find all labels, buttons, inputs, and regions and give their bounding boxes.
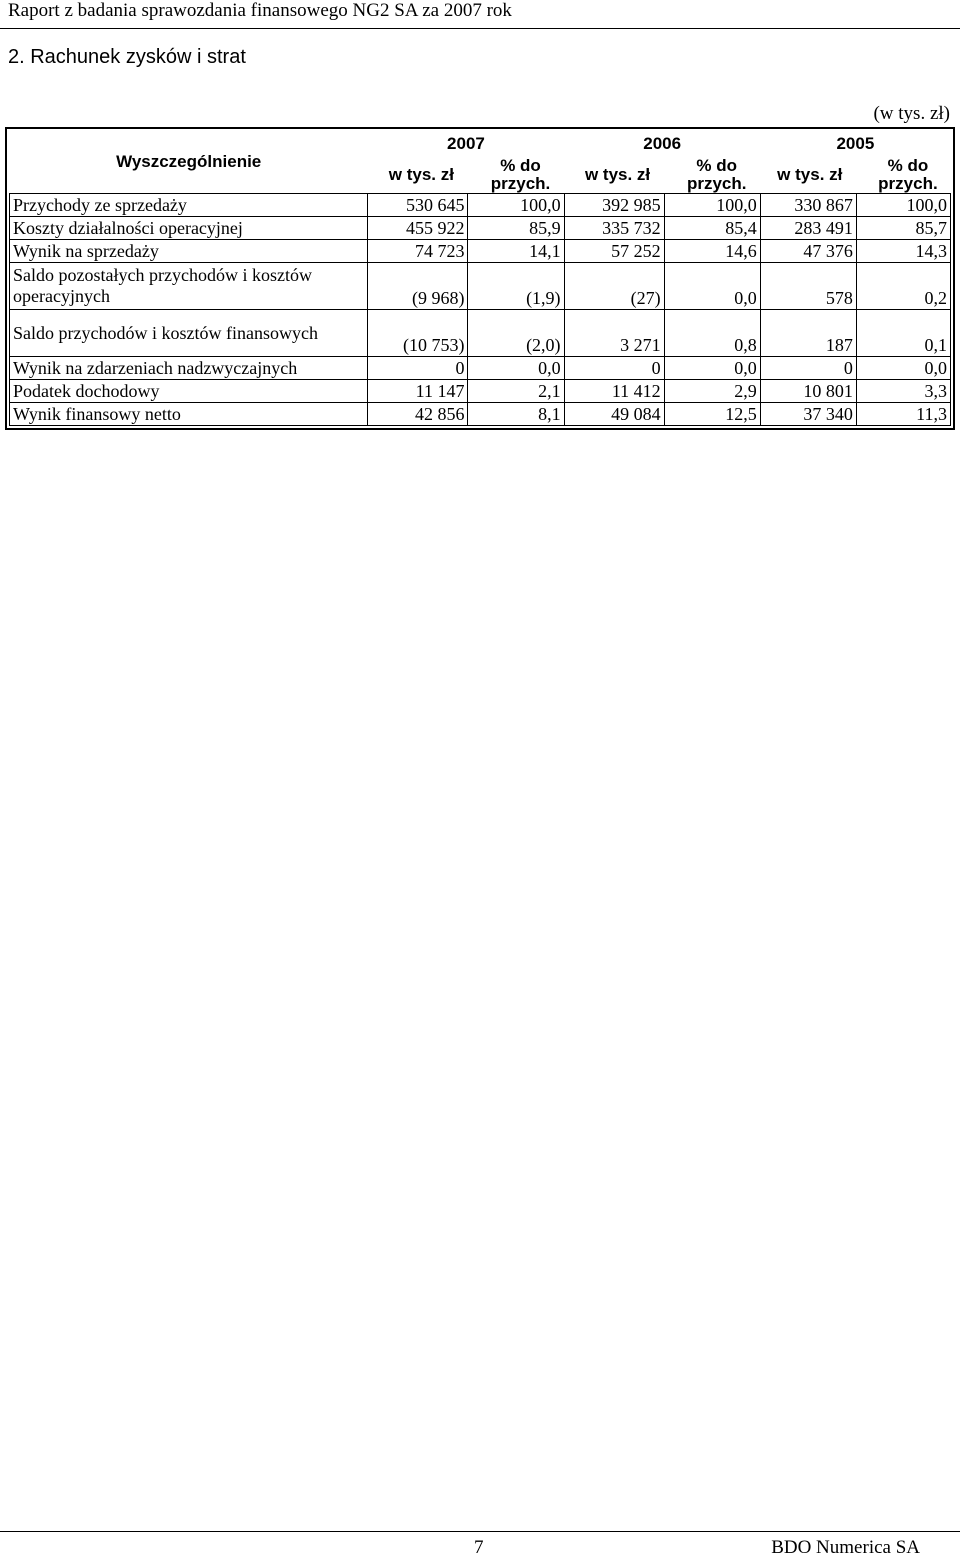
row-label: Saldo pozostałych przychodów i kosztów operacyjnych <box>10 263 368 310</box>
row-label: Wynik finansowy netto <box>10 403 368 426</box>
column-header-label: Wyszczególnienie <box>116 152 262 171</box>
subheader-percent-2007: % do przych. <box>490 156 551 193</box>
footer-divider <box>0 1531 960 1532</box>
cell-value: 47 376 <box>760 240 856 263</box>
cell-value: 283 491 <box>760 217 856 240</box>
cell-value: (10 753) <box>368 310 468 357</box>
cell-value: 100,0 <box>468 194 564 217</box>
footer-company-name: BDO Numerica SA <box>771 1537 920 1558</box>
cell-value: 100,0 <box>856 194 950 217</box>
cell-value: 578 <box>760 263 856 310</box>
cell-value: 42 856 <box>368 403 468 426</box>
section-title: 2. Rachunek zysków i strat <box>8 46 246 68</box>
cell-value: 57 252 <box>564 240 664 263</box>
cell-value: 37 340 <box>760 403 856 426</box>
subheader-value-2006: w tys. zł <box>584 165 651 184</box>
cell-value: 85,9 <box>468 217 564 240</box>
cell-value: 12,5 <box>664 403 760 426</box>
subheader-value-2007: w tys. zł <box>388 165 454 184</box>
row-label: Wynik na sprzedaży <box>10 240 368 263</box>
table-row <box>10 380 951 403</box>
cell-value: (9 968) <box>368 263 468 310</box>
cell-value: 11,3 <box>856 403 950 426</box>
cell-value: 14,3 <box>856 240 950 263</box>
year-header-2005: 2005 <box>836 134 875 153</box>
year-header-2007: 2007 <box>447 134 485 153</box>
table-row <box>10 194 951 217</box>
cell-value: 0,1 <box>856 310 950 357</box>
cell-value: 530 645 <box>368 194 468 217</box>
unit-note: (w tys. zł) <box>873 103 950 124</box>
page-number: 7 <box>474 1537 484 1558</box>
document-header-title: Raport z badania sprawozdania finansowego NG2 SA za 2007 rok <box>8 0 512 21</box>
cell-value: 85,4 <box>664 217 760 240</box>
cell-value: 335 732 <box>564 217 664 240</box>
cell-value: 0 <box>564 357 664 380</box>
cell-value: (2,0) <box>468 310 564 357</box>
cell-value: 8,1 <box>468 403 564 426</box>
cell-value: 455 922 <box>368 217 468 240</box>
cell-value: 3,3 <box>856 380 950 403</box>
year-header-2006: 2006 <box>643 134 682 153</box>
cell-value: (1,9) <box>468 263 564 310</box>
cell-value: 0 <box>368 357 468 380</box>
row-label: Przychody ze sprzedaży <box>10 194 368 217</box>
income-statement-table-frame <box>5 127 955 430</box>
cell-value: 74 723 <box>368 240 468 263</box>
cell-value: 0,0 <box>856 357 950 380</box>
table-row <box>10 217 951 240</box>
cell-value: 85,7 <box>856 217 950 240</box>
row-label: Podatek dochodowy <box>10 380 368 403</box>
income-statement-table <box>9 131 951 426</box>
cell-value: 14,6 <box>664 240 760 263</box>
cell-value: 187 <box>760 310 856 357</box>
cell-value: 0,2 <box>856 263 950 310</box>
cell-value: 3 271 <box>564 310 664 357</box>
cell-value: 0 <box>760 357 856 380</box>
cell-value: 0,0 <box>664 263 760 310</box>
cell-value: 0,0 <box>468 357 564 380</box>
subheader-percent-2006: % do przych. <box>686 156 747 193</box>
cell-value: 330 867 <box>760 194 856 217</box>
cell-value: 392 985 <box>564 194 664 217</box>
cell-value: 100,0 <box>664 194 760 217</box>
table-row <box>10 240 951 263</box>
subheader-percent-2005: % do przych. <box>878 156 938 193</box>
cell-value: 11 147 <box>368 380 468 403</box>
subheader-value-2005: w tys. zł <box>777 165 843 184</box>
cell-value: 2,1 <box>468 380 564 403</box>
cell-value: 2,9 <box>664 380 760 403</box>
table-row <box>10 263 951 310</box>
row-label: Wynik na zdarzeniach nadzwyczajnych <box>10 357 368 380</box>
cell-value: 49 084 <box>564 403 664 426</box>
cell-value: (27) <box>564 263 664 310</box>
header-divider <box>0 28 960 29</box>
table-row <box>10 403 951 426</box>
cell-value: 0,0 <box>664 357 760 380</box>
cell-value: 0,8 <box>664 310 760 357</box>
cell-value: 10 801 <box>760 380 856 403</box>
table-row <box>10 310 951 357</box>
row-label: Koszty działalności operacyjnej <box>10 217 368 240</box>
table-row <box>10 357 951 380</box>
row-label: Saldo przychodów i kosztów finansowych <box>10 310 368 357</box>
cell-value: 11 412 <box>564 380 664 403</box>
cell-value: 14,1 <box>468 240 564 263</box>
